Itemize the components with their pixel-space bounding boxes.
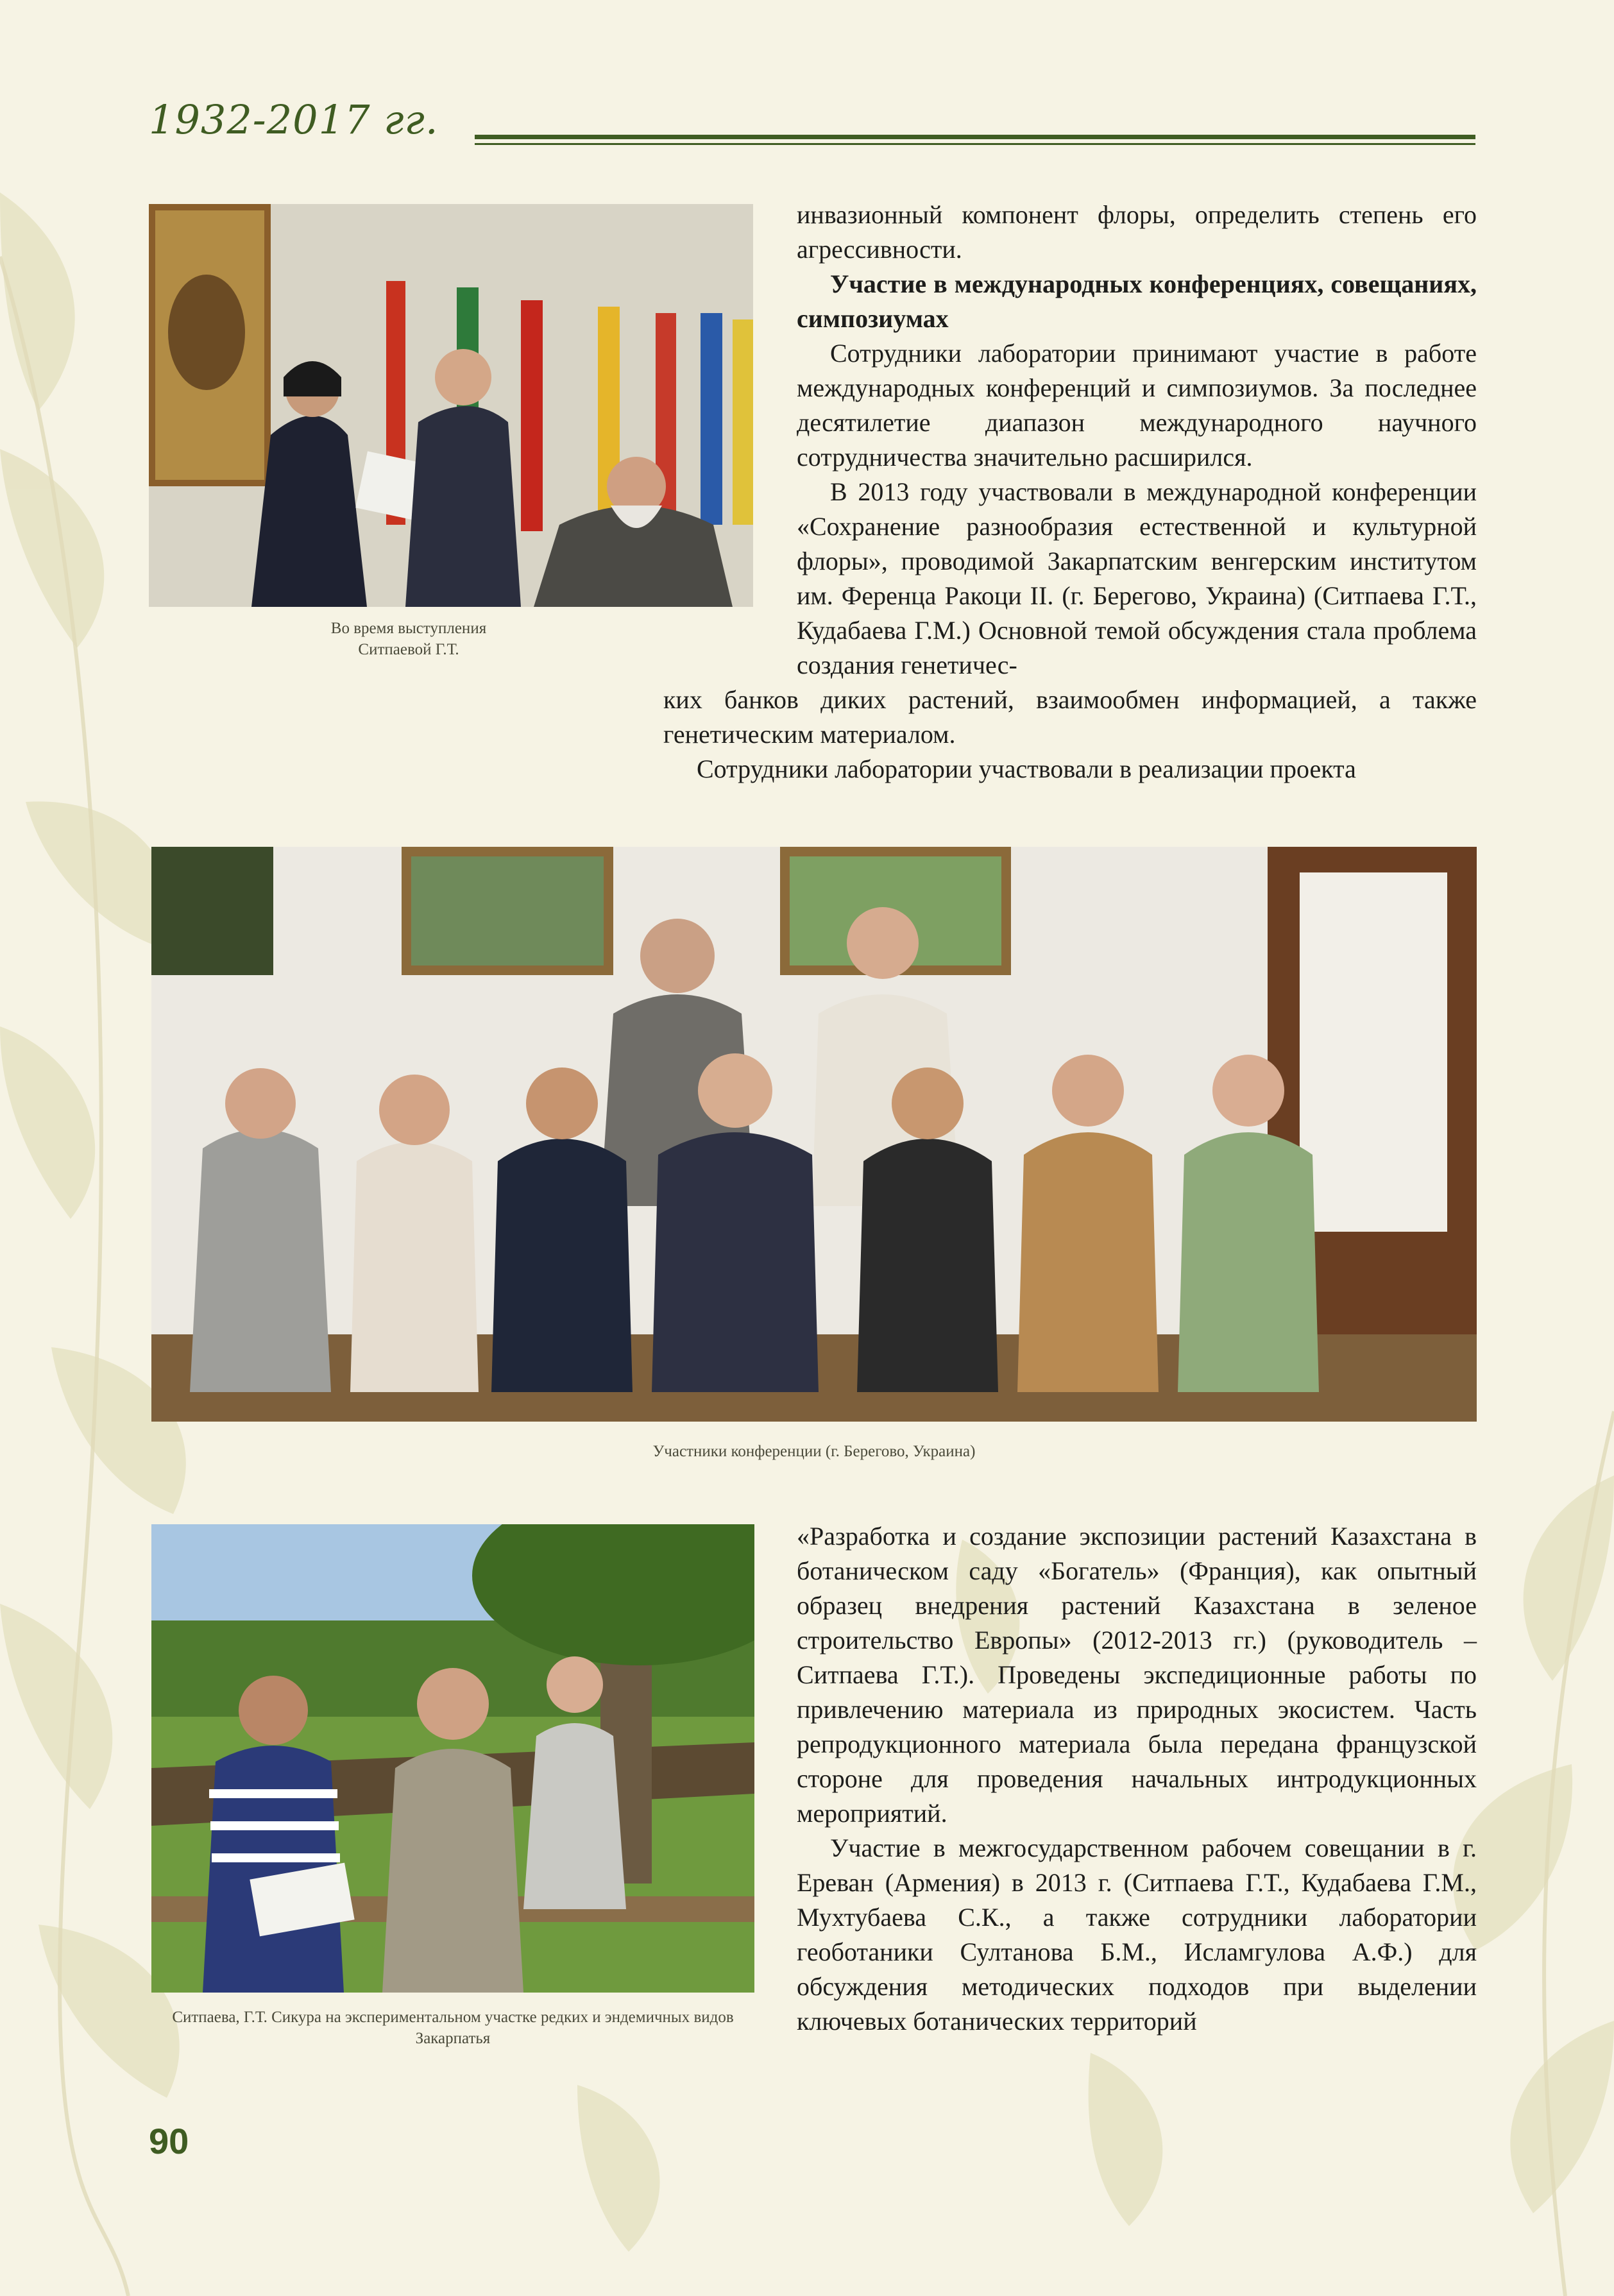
- paragraph: «Разработка и создание экспозиции растений Казахстана в ботаническом саду «Богатель» (Франция), как опытный образец внедрения растений Казахстана в зеленое строительство Европы» (2012-2013 гг.) (руководитель – Ситпаева Г.Т.). Проведены экспедиционные работы по привлечению материала из природных экосистем. Часть репродукционного материала была передана французской стороне для проведения начальных интродукционных мероприятий.: [797, 1522, 1477, 1828]
- speech-caption: Во время выступления Ситпаевой Г.Т.: [330, 620, 487, 658]
- header-title: 1932-2017 гг.: [149, 96, 439, 143]
- paragraph: В 2013 году участвовали в международной конференции «Сохранение разнообразия естественной и культурной флоры», проводимой Закарпатским венгерским институтом им. Ференца Ракоци II. (г. Берегово, Украина) (Ситпаева Г.Т., Кудабаева Г.М.) Основной темой обсуждения стала проблема создания генетичес-: [797, 477, 1477, 679]
- text-column-top: [797, 198, 1477, 683]
- group-caption: Участники конференции (г. Берегово, Украина): [652, 1443, 976, 1460]
- text-column-bottom: [797, 1519, 1477, 2039]
- page-number: 90: [149, 2121, 189, 2161]
- paragraph: Сотрудники лаборатории участвовали в реализации проекта: [697, 754, 1356, 783]
- paragraph: Участие в межгосударственном рабочем совещании в г. Ереван (Армения) в 2013 г. (Ситпаева Г.Т., Кудабаева Г.М., Мухтубаева С.К., а также сотрудники лаборатории геоботаники Султанова Б.М., Исламгулова А.Ф.) для обсуждения методических подходов при выделении ключевых ботанических территорий: [797, 1833, 1477, 2036]
- section-heading: Участие в международных конференциях, совещаниях, симпозиумах: [797, 269, 1477, 333]
- field-photo: [151, 1524, 754, 1993]
- paragraph: инвазионный компонент флоры, определить степень его агрессивности.: [797, 200, 1477, 264]
- header-rule: [475, 135, 1475, 145]
- paragraph: Сотрудники лаборатории принимают участие в работе международных конференций и симпозиумов. За последнее десятилетие диапазон международного научного сотрудничества значительно расширился.: [797, 339, 1477, 472]
- group-photo: [151, 847, 1477, 1422]
- field-caption: Ситпаева, Г.Т. Сикура на экспериментальном участке редких и эндемичных видов Закарпатья: [172, 2009, 734, 2047]
- speech-photo: [149, 204, 753, 607]
- text-full-width: [663, 683, 1477, 787]
- paragraph: ких банков диких растений, взаимообмен информацией, а также генетическим материалом.: [663, 685, 1477, 749]
